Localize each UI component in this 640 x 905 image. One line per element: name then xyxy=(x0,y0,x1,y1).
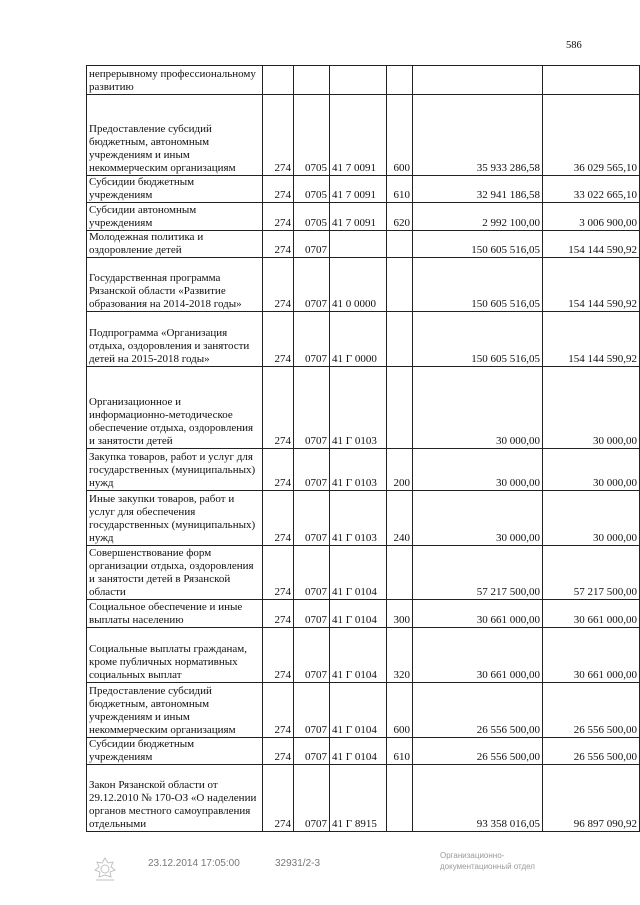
code-section-cell: 0707 xyxy=(294,546,330,600)
footer-stamp-line: Организационно- xyxy=(440,851,505,860)
footer-doc-number: 32931/2-3 xyxy=(275,858,321,869)
code-type-cell: 600 xyxy=(387,683,413,738)
amount-2016-cell: 30 000,00 xyxy=(543,491,640,546)
amount-2016-cell: 30 000,00 xyxy=(543,367,640,449)
amount-2015-cell: 150 605 516,05 xyxy=(413,312,543,367)
code-section-cell: 0705 xyxy=(294,203,330,231)
row-name-cell: Субсидии автономным учреждениям xyxy=(87,203,263,231)
row-name-cell: Субсидии бюджетным учреждениям xyxy=(87,738,263,765)
code-section-cell: 0707 xyxy=(294,258,330,312)
code-section-cell: 0707 xyxy=(294,367,330,449)
amount-2015-cell: 2 992 100,00 xyxy=(413,203,543,231)
amount-2015-cell xyxy=(413,66,543,95)
amount-2015-cell: 30 661 000,00 xyxy=(413,628,543,683)
amount-2015-cell: 150 605 516,05 xyxy=(413,231,543,258)
code-admin-cell: 274 xyxy=(263,491,294,546)
code-type-cell: 200 xyxy=(387,449,413,491)
code-target-cell: 41 Г 0103 xyxy=(330,367,387,449)
amount-2015-cell: 93 358 016,05 xyxy=(413,765,543,832)
code-target-cell xyxy=(330,66,387,95)
table-row xyxy=(87,600,640,628)
code-section-cell: 0705 xyxy=(294,176,330,203)
code-type-cell: 610 xyxy=(387,176,413,203)
table-row xyxy=(87,738,640,765)
code-type-cell: 320 xyxy=(387,628,413,683)
budget-table xyxy=(86,65,640,832)
table-row xyxy=(87,491,640,546)
code-target-cell xyxy=(330,231,387,258)
footer-stamp xyxy=(440,850,535,872)
amount-2016-cell: 26 556 500,00 xyxy=(543,683,640,738)
code-section-cell: 0707 xyxy=(294,449,330,491)
code-admin-cell: 274 xyxy=(263,600,294,628)
row-name-cell: Государственная программа Рязанской области «Развитие образования на 2014-2018 годы» xyxy=(87,258,263,312)
code-target-cell: 41 Г 0104 xyxy=(330,600,387,628)
row-name-cell: Предоставление субсидий бюджетным, автономным учреждениям и иным некоммерческим организациям xyxy=(87,683,263,738)
code-admin-cell: 274 xyxy=(263,203,294,231)
amount-2015-cell: 30 000,00 xyxy=(413,491,543,546)
row-name-cell: Субсидии бюджетным учреждениям xyxy=(87,176,263,203)
code-admin-cell: 274 xyxy=(263,449,294,491)
row-name-cell: непрерывному профессиональному развитию xyxy=(87,66,263,95)
table-row xyxy=(87,546,640,600)
amount-2015-cell: 30 000,00 xyxy=(413,449,543,491)
row-name-cell: Иные закупки товаров, работ и услуг для обеспечения государственных (муниципальных) нужд xyxy=(87,491,263,546)
code-target-cell: 41 Г 0104 xyxy=(330,738,387,765)
code-type-cell: 300 xyxy=(387,600,413,628)
page-number: 586 xyxy=(566,40,582,51)
table-row xyxy=(87,765,640,832)
row-name-cell: Молодежная политика и оздоровление детей xyxy=(87,231,263,258)
code-type-cell xyxy=(387,367,413,449)
amount-2015-cell: 30 000,00 xyxy=(413,367,543,449)
code-admin-cell: 274 xyxy=(263,258,294,312)
amount-2016-cell: 154 144 590,92 xyxy=(543,312,640,367)
amount-2016-cell: 26 556 500,00 xyxy=(543,738,640,765)
code-admin-cell xyxy=(263,66,294,95)
code-section-cell: 0707 xyxy=(294,738,330,765)
row-name-cell: Социальные выплаты гражданам, кроме публичных нормативных социальных выплат xyxy=(87,628,263,683)
table-row xyxy=(87,628,640,683)
amount-2016-cell: 96 897 090,92 xyxy=(543,765,640,832)
code-section-cell: 0707 xyxy=(294,600,330,628)
table-row xyxy=(87,66,640,95)
code-section-cell: 0705 xyxy=(294,95,330,176)
code-type-cell: 600 xyxy=(387,95,413,176)
table-row xyxy=(87,258,640,312)
amount-2016-cell: 30 000,00 xyxy=(543,449,640,491)
code-target-cell: 41 Г 0104 xyxy=(330,683,387,738)
amount-2016-cell: 36 029 565,10 xyxy=(543,95,640,176)
code-admin-cell: 274 xyxy=(263,367,294,449)
code-target-cell: 41 Г 0000 xyxy=(330,312,387,367)
code-section-cell: 0707 xyxy=(294,765,330,832)
amount-2015-cell: 26 556 500,00 xyxy=(413,738,543,765)
code-admin-cell: 274 xyxy=(263,546,294,600)
amount-2016-cell: 33 022 665,10 xyxy=(543,176,640,203)
code-target-cell: 41 Г 0104 xyxy=(330,546,387,600)
code-section-cell: 0707 xyxy=(294,683,330,738)
table-row xyxy=(87,367,640,449)
table-row xyxy=(87,176,640,203)
amount-2015-cell: 30 661 000,00 xyxy=(413,600,543,628)
code-admin-cell: 274 xyxy=(263,765,294,832)
code-type-cell xyxy=(387,66,413,95)
row-name-cell: Совершенствование форм организации отдыха, оздоровления и занятости детей в Рязанской области xyxy=(87,546,263,600)
code-target-cell: 41 7 0091 xyxy=(330,203,387,231)
row-name-cell: Социальное обеспечение и иные выплаты населению xyxy=(87,600,263,628)
emblem-icon xyxy=(92,856,118,882)
table-row xyxy=(87,95,640,176)
amount-2015-cell: 57 217 500,00 xyxy=(413,546,543,600)
code-section-cell xyxy=(294,66,330,95)
code-admin-cell: 274 xyxy=(263,231,294,258)
code-section-cell: 0707 xyxy=(294,231,330,258)
amount-2016-cell: 154 144 590,92 xyxy=(543,258,640,312)
table-row xyxy=(87,231,640,258)
amount-2015-cell: 150 605 516,05 xyxy=(413,258,543,312)
amount-2016-cell: 30 661 000,00 xyxy=(543,600,640,628)
code-target-cell: 41 7 0091 xyxy=(330,95,387,176)
amount-2016-cell: 30 661 000,00 xyxy=(543,628,640,683)
code-section-cell: 0707 xyxy=(294,491,330,546)
code-target-cell: 41 Г 8915 xyxy=(330,765,387,832)
amount-2016-cell xyxy=(543,66,640,95)
table-row xyxy=(87,312,640,367)
code-target-cell: 41 Г 0104 xyxy=(330,628,387,683)
table-row xyxy=(87,203,640,231)
footer-stamp-line: документационный отдел xyxy=(440,862,535,871)
row-name-cell: Предоставление субсидий бюджетным, автономным учреждениям и иным некоммерческим организациям xyxy=(87,95,263,176)
code-type-cell xyxy=(387,231,413,258)
footer-datetime: 23.12.2014 17:05:00 xyxy=(148,858,240,869)
code-type-cell xyxy=(387,546,413,600)
table-row xyxy=(87,683,640,738)
code-target-cell: 41 7 0091 xyxy=(330,176,387,203)
amount-2016-cell: 57 217 500,00 xyxy=(543,546,640,600)
code-admin-cell: 274 xyxy=(263,312,294,367)
row-name-cell: Организационное и информационно-методическое обеспечение отдыха, оздоровления и занятости детей xyxy=(87,367,263,449)
code-target-cell: 41 Г 0103 xyxy=(330,491,387,546)
amount-2016-cell: 154 144 590,92 xyxy=(543,231,640,258)
code-admin-cell: 274 xyxy=(263,628,294,683)
code-admin-cell: 274 xyxy=(263,683,294,738)
code-section-cell: 0707 xyxy=(294,628,330,683)
row-name-cell: Закупка товаров, работ и услуг для государственных (муниципальных) нужд xyxy=(87,449,263,491)
amount-2015-cell: 35 933 286,58 xyxy=(413,95,543,176)
code-target-cell: 41 0 0000 xyxy=(330,258,387,312)
code-type-cell: 620 xyxy=(387,203,413,231)
code-type-cell xyxy=(387,258,413,312)
code-admin-cell: 274 xyxy=(263,738,294,765)
code-type-cell xyxy=(387,312,413,367)
code-admin-cell: 274 xyxy=(263,95,294,176)
code-target-cell: 41 Г 0103 xyxy=(330,449,387,491)
code-admin-cell: 274 xyxy=(263,176,294,203)
code-type-cell: 240 xyxy=(387,491,413,546)
table-row xyxy=(87,449,640,491)
row-name-cell: Подпрограмма «Организация отдыха, оздоровления и занятости детей на 2015-2018 годы» xyxy=(87,312,263,367)
row-name-cell: Закон Рязанской области от 29.12.2010 № 170-ОЗ «О наделении органов местного самоуправления отдельными xyxy=(87,765,263,832)
amount-2015-cell: 26 556 500,00 xyxy=(413,683,543,738)
amount-2015-cell: 32 941 186,58 xyxy=(413,176,543,203)
amount-2016-cell: 3 006 900,00 xyxy=(543,203,640,231)
code-type-cell: 610 xyxy=(387,738,413,765)
code-section-cell: 0707 xyxy=(294,312,330,367)
code-type-cell xyxy=(387,765,413,832)
